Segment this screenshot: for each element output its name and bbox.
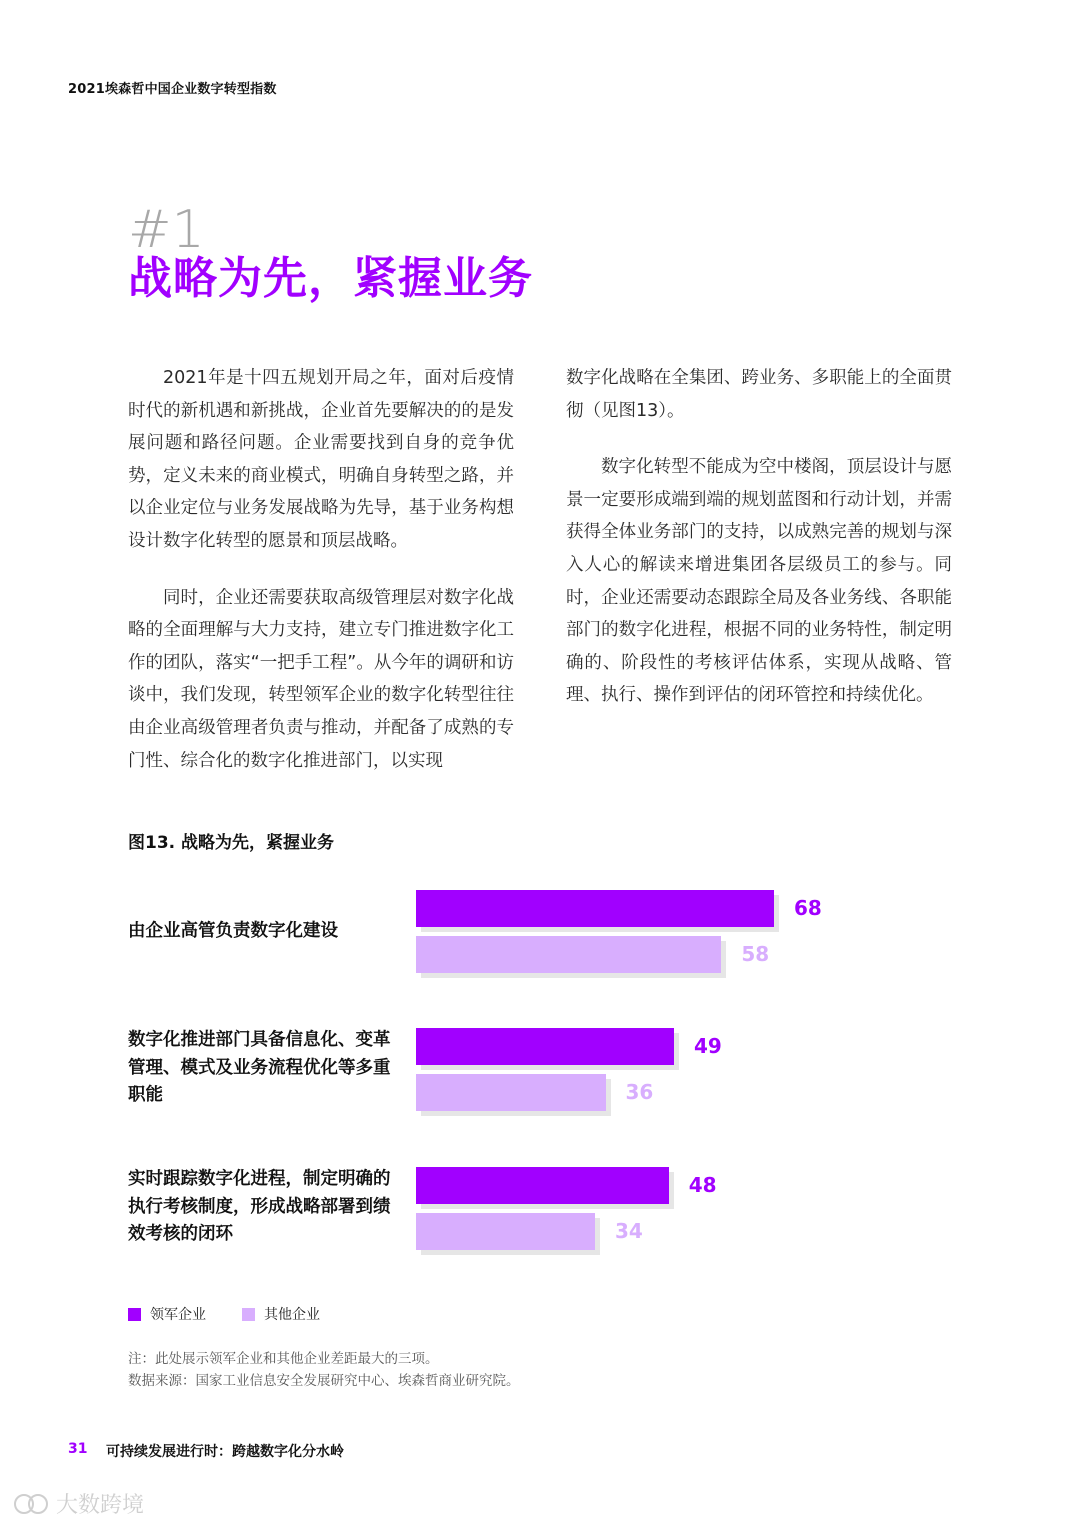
- running-header: 2021埃森哲中国企业数字转型指数: [68, 82, 277, 97]
- paragraph: 2021年是十四五规划开局之年，面对后疫情时代的新机遇和新挑战，企业首先要解决的的是发展问题和路径问题。企业需要找到自身的竞争优势，定义未来的商业模式，明确自身转型之路，并以企业定位与业务发展战略为先导，基于业务构想设计数字化转型的愿景和顶层战略。: [128, 368, 514, 551]
- page-number: 31: [68, 1441, 88, 1457]
- legend-swatch-other: [242, 1308, 255, 1321]
- chart-legend: [128, 1304, 356, 1324]
- category-label: 由企业高管负责数字化建设: [128, 921, 338, 941]
- bar-other: [416, 936, 721, 973]
- paragraph: 数字化转型不能成为空中楼阁，顶层设计与愿景一定要形成端到端的规划蓝图和行动计划，并需获得全体业务部门的支持，以成熟完善的规划与深入人心的解读来增进集团各层级员工的参与。同时，企业还需要动态跟踪全局及各业务线、各职能部门的数字化进程，根据不同的业务特性，制定明确的、阶段性的考核评估体系，实现从战略、管理、执行、操作到评估的闭环管控和持续优化。: [566, 457, 952, 706]
- bar-other: [416, 1074, 606, 1111]
- paragraph: 同时，企业还需要获取高级管理层对数字化战略的全面理解与大力支持，建立专门推进数字化工作的团队，落实“一把手工程”。从今年的调研和访谈中，我们发现，转型领军企业的数字化转型往往由企业高级管理者负责与推动，并配备了成熟的专门性、综合化的数字化推进部门，以实现: [128, 587, 514, 771]
- figure-note: 注：此处展示领军企业和其他企业差距最大的三项。: [128, 1351, 439, 1367]
- figure-title: 图13. 战略为先，紧握业务: [128, 833, 335, 853]
- section-number: #1: [128, 200, 205, 260]
- bar-other: [416, 1213, 595, 1250]
- bar-leader: [416, 1028, 674, 1065]
- data-label: 48: [688, 1173, 717, 1197]
- paragraph: 数字化战略在全集团、跨业务、多职能上的全面贯彻（见图13）。: [566, 368, 952, 421]
- legend-label: 其他企业: [264, 1307, 320, 1323]
- figure-notes: [128, 1348, 520, 1392]
- legend-item-leader: [128, 1304, 206, 1324]
- figure-source: 数据来源：国家工业信息安全发展研究中心、埃森哲商业研究院。: [128, 1373, 520, 1389]
- data-label: 68: [794, 896, 822, 920]
- legend-item-other: [242, 1304, 320, 1324]
- section-title: 战略为先，紧握业务: [128, 253, 533, 304]
- category-label: 实时跟踪数字化进程，制定明确的执行考核制度，形成战略部署到绩效考核的闭环: [128, 1169, 391, 1244]
- body-column-left: [128, 362, 514, 801]
- body-column-right: [566, 362, 952, 736]
- category-label: 数字化推进部门具备信息化、变革管理、模式及业务流程优化等多重职能: [128, 1030, 391, 1105]
- data-label: 34: [615, 1219, 643, 1243]
- data-label: 49: [693, 1034, 722, 1058]
- footer-title: 可持续发展进行时：跨越数字化分水岭: [106, 1444, 344, 1460]
- legend-label: 领军企业: [150, 1307, 206, 1323]
- watermark: [12, 1488, 144, 1519]
- bar-leader: [416, 1167, 669, 1204]
- watermark-text: 大数跨境: [56, 1493, 145, 1518]
- data-label: 58: [741, 942, 770, 966]
- legend-swatch-leader: [128, 1308, 141, 1321]
- watermark-logo-icon: [12, 1492, 50, 1516]
- bar-leader: [416, 890, 774, 927]
- data-label: 36: [625, 1080, 654, 1104]
